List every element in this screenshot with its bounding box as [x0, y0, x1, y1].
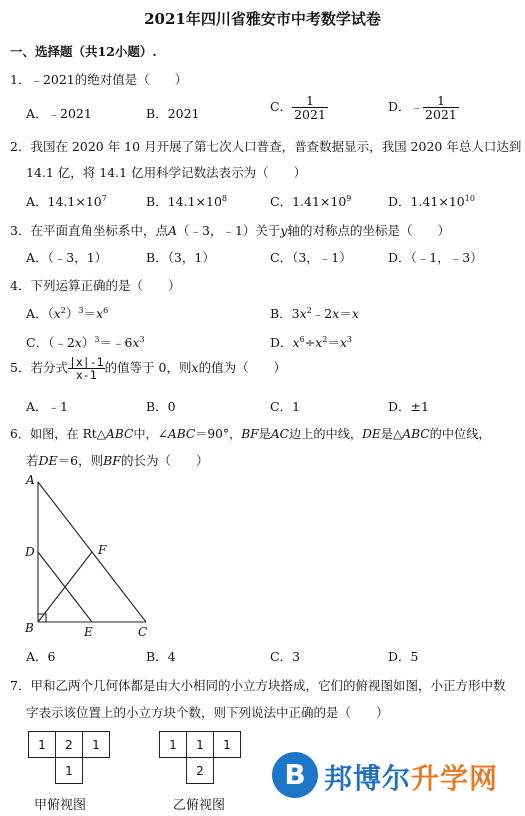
q4-option-d: D．$x^6\div x^2=x^3$ [270, 335, 352, 350]
q6-option-c: C．3 [270, 649, 301, 664]
q4-option-c: C．$(﹣2x)^3=﹣6x^3$ [26, 335, 145, 350]
page-title: 2021年四川省雅安市中考数学试卷 [144, 10, 381, 28]
label-e: E [84, 625, 93, 639]
jia-caption: 甲俯视图 [34, 798, 87, 813]
q4-option-a: A．$(x^2)^3=x^6$ [26, 306, 109, 321]
q5-option-c: C．1 [270, 399, 301, 414]
question-6-stem-line2: 若DE＝6，则BF的长为（ ） [26, 453, 209, 468]
q3-option-b: B．（3，1） [146, 250, 215, 265]
label-b: B [25, 621, 34, 635]
question-5-stem: 5．若分式 $\frac{|x|-1}{x-1}$ 的值等于 0，则x的值为（ ） [10, 355, 287, 383]
question-3-stem: 3．在平面直角坐标系中，点A（﹣3，﹣1）关于y轴的对称点的坐标是（ ） [10, 223, 450, 238]
jia-cell: 1 [28, 731, 56, 758]
question-7-stem-line2: 字表示该位置上的小立方块个数，则下列说法中正确的是（ ） [26, 705, 389, 720]
yi-cell: 1 [213, 731, 241, 758]
label-d: D [25, 545, 35, 559]
q5-option-b: B．0 [146, 399, 176, 414]
logo-text: 邦博尔升学网 [324, 762, 499, 795]
q1-option-a: A．﹣2021 [26, 106, 92, 121]
yi-cell: 1 [186, 731, 214, 758]
q4-option-b: B．$3x^2﹣2x=x$ [270, 306, 359, 321]
q3-option-c: C．（3，﹣1） [270, 250, 352, 265]
logo-mark-icon: B [272, 752, 318, 798]
q6-option-b: B．4 [146, 649, 176, 664]
question-2-stem-line2: 14.1 亿，将 14.1 亿用科学记数法表示为（ ） [26, 165, 307, 180]
q6-option-d: D．5 [388, 649, 419, 664]
label-c: C [138, 625, 148, 639]
question-6-stem-line1: 6．如图，在 Rt△ABC中，∠ABC＝90°，BF是AC边上的中线，DE是△ABC的中位线， [10, 427, 491, 441]
q5-option-a: A．﹣1 [26, 399, 68, 414]
jia-cell: 2 [55, 731, 83, 758]
q1-option-d: D．﹣ $\frac{1}{2021}$ [388, 93, 457, 123]
yi-cell: 1 [159, 731, 187, 758]
jia-cell: 1 [82, 731, 110, 758]
q3-option-a: A．（﹣3，1） [26, 250, 108, 265]
q5-fraction: $\frac{|x|-1}{x-1}$ [68, 355, 104, 383]
q2-option-d: D．$1.41\times 10^{10}$ [388, 194, 475, 209]
question-2-stem-line1: 2．我国在 2020 年 10 月开展了第七次人口普查，普查数据显示，我国 2020 年总人口达到 [10, 139, 522, 154]
yi-caption: 乙俯视图 [173, 798, 226, 813]
yi-cell: 2 [186, 757, 214, 784]
q3-option-d: D．（﹣1，﹣3） [388, 250, 483, 265]
q2-option-c: C．$1.41\times 10^9$ [270, 194, 352, 209]
q6-option-a: A．6 [26, 649, 56, 664]
triangle-figure [0, 470, 180, 645]
question-1-stem: 1．﹣2021的绝对值是（ ） [10, 72, 188, 87]
question-7-stem-line1: 7．甲和乙两个几何体都是由大小相同的小立方块搭成，它们的俯视图如图，小正方形中数 [10, 678, 506, 693]
q1-option-c: C． $\frac{1}{2021}$ [270, 93, 326, 123]
q2-option-b: B．$14.1\times 10^8$ [146, 194, 227, 209]
q5-option-d: D．±1 [388, 399, 429, 414]
label-a: A [26, 473, 35, 487]
q2-option-a: A．$14.1\times 10^7$ [26, 194, 107, 209]
label-f: F [98, 543, 107, 557]
question-4-stem: 4．下列运算正确的是（ ） [10, 278, 181, 293]
q1-option-b: B．2021 [146, 106, 200, 121]
section-heading: 一、选择题（共12小题）. [10, 44, 157, 59]
jia-cell: 1 [55, 757, 83, 784]
